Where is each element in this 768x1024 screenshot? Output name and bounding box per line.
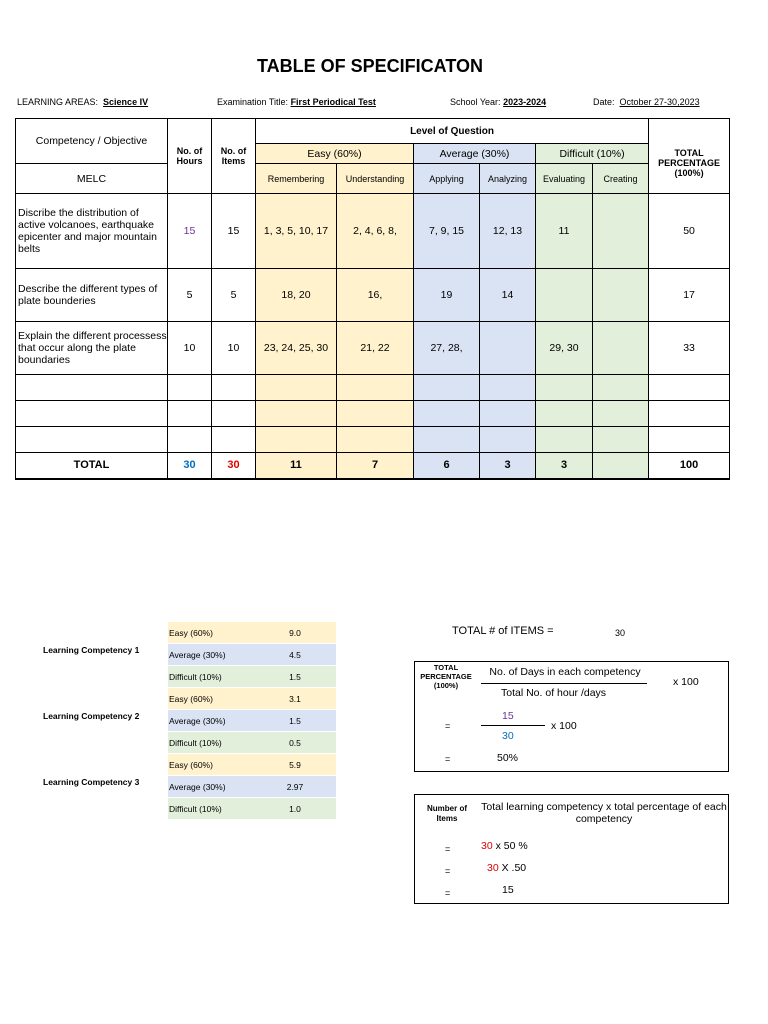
distribution-row: Difficult (10%) 1.5 (168, 666, 336, 688)
competency-label: Learning Competency 2 (43, 711, 140, 721)
empty-row (16, 427, 730, 453)
understanding-cell: 16, (337, 269, 414, 322)
fraction-line (481, 725, 545, 726)
empty-row (16, 375, 730, 401)
total-label: TOTAL (16, 453, 168, 479)
applying-cell: 19 (414, 269, 480, 322)
formula-result: 50% (497, 752, 519, 764)
applying-cell: 7, 9, 15 (414, 194, 480, 269)
total-percentage-cell: 33 (649, 322, 730, 375)
remembering-cell: 23, 24, 25, 30 (256, 322, 337, 375)
total-percentage-cell: 17 (649, 269, 730, 322)
header-average: Average (30%) (414, 144, 536, 164)
formula-line: 30 X .50 (487, 862, 527, 874)
total-percentage-cell: 50 (649, 194, 730, 269)
formula-expression: Total learning competency x total percentage of each competency (481, 801, 727, 825)
understanding-cell: 21, 22 (337, 322, 414, 375)
page-title: TABLE OF SPECIFICATON (256, 56, 483, 76)
items-cell: 10 (212, 322, 256, 375)
distribution-row: Easy (60%) 9.0 (168, 622, 336, 644)
items-formula-box (414, 794, 729, 904)
specification-table (15, 118, 730, 480)
header-applying: Applying (414, 164, 480, 194)
learning-areas: LEARNING AREAS: Science IV (17, 97, 149, 107)
table-row (16, 194, 730, 269)
evaluating-cell: 11 (536, 194, 593, 269)
exam-title-value: First Periodical Test (290, 97, 376, 107)
equals-sign: = (445, 866, 451, 876)
distribution-row: Difficult (10%) 1.0 (168, 798, 336, 820)
empty-row (16, 401, 730, 427)
distribution-row: Average (30%) 1.5 (168, 710, 336, 732)
numerator-value: 15 (502, 710, 514, 722)
formula-numerator: No. of Days in each competency (489, 666, 641, 678)
header-competency: Competency / Objective (16, 119, 168, 164)
equals-sign: = (445, 754, 451, 764)
distribution-row: Easy (60%) 5.9 (168, 754, 336, 776)
header-items: No. of Items (212, 119, 256, 194)
total-understanding: 7 (337, 453, 414, 479)
total-hours: 30 (168, 453, 212, 479)
remembering-cell: 1, 3, 5, 10, 17 (256, 194, 337, 269)
creating-cell (593, 194, 649, 269)
formula-times: x 100 (673, 676, 699, 688)
header-understanding: Understanding (337, 164, 414, 194)
exam-title: Examination Title: First Periodical Test (217, 97, 376, 107)
competency-label: Learning Competency 3 (43, 777, 140, 787)
competency-cell: Describe the different types of plate bounderies (16, 269, 168, 322)
creating-cell (593, 322, 649, 375)
competency-cell: Explain the different processess that occur along the plate boundaries (16, 322, 168, 375)
equals-sign: = (445, 844, 451, 854)
percentage-formula-box (414, 661, 729, 772)
formula-label: Number of Items (427, 804, 467, 823)
evaluating-cell (536, 269, 593, 322)
competency-cell: Discribe the distribution of active volcanoes, earthquake epicenter and major mountain belts (16, 194, 168, 269)
analyzing-cell (480, 322, 536, 375)
table-row (16, 269, 730, 322)
equals-sign: = (445, 888, 451, 898)
formula-result: 15 (502, 884, 514, 896)
analyzing-cell: 14 (480, 269, 536, 322)
header-difficult: Difficult (10%) (536, 144, 649, 164)
total-items-label: TOTAL # of ITEMS = (452, 625, 554, 637)
evaluating-cell: 29, 30 (536, 322, 593, 375)
formula-denominator: Total No. of hour /days (501, 687, 607, 699)
school-year-value: 2023-2024 (503, 97, 547, 107)
table-row (16, 322, 730, 375)
total-evaluating: 3 (536, 453, 593, 479)
header-easy: Easy (60%) (256, 144, 414, 164)
total-items: 30 (212, 453, 256, 479)
header-analyzing: Analyzing (480, 164, 536, 194)
header-evaluating: Evaluating (536, 164, 593, 194)
header-hours: No. of Hours (168, 119, 212, 194)
understanding-cell: 2, 4, 6, 8, (337, 194, 414, 269)
header-remembering: Remembering (256, 164, 337, 194)
fraction-line (481, 683, 647, 684)
remembering-cell: 18, 20 (256, 269, 337, 322)
distribution-row: Average (30%) 4.5 (168, 644, 336, 666)
header-total-percentage: TOTAL PERCENTAGE (100%) (649, 119, 730, 194)
formula-label: TOTAL PERCENTAGE (100%) (420, 663, 472, 690)
header-creating: Creating (593, 164, 649, 194)
denominator-value: 30 (502, 730, 514, 742)
exam-date: Date: October 27-30,2023 (593, 97, 700, 107)
applying-cell: 27, 28, (414, 322, 480, 375)
total-remembering: 11 (256, 453, 337, 479)
formula-line: 30 x 50 % (481, 840, 528, 852)
analyzing-cell: 12, 13 (480, 194, 536, 269)
distribution-row: Easy (60%) 3.1 (168, 688, 336, 710)
hours-cell: 5 (168, 269, 212, 322)
creating-cell (593, 269, 649, 322)
hours-cell: 15 (168, 194, 212, 269)
distribution-row: Difficult (10%) 0.5 (168, 732, 336, 754)
equals-sign: = (445, 721, 451, 731)
header-melc: MELC (16, 164, 168, 194)
total-analyzing: 3 (480, 453, 536, 479)
total-percentage: 100 (649, 453, 730, 479)
total-creating (593, 453, 649, 479)
school-year: School Year: 2023-2024 (450, 97, 547, 107)
competency-label: Learning Competency 1 (43, 645, 140, 655)
items-cell: 5 (212, 269, 256, 322)
items-cell: 15 (212, 194, 256, 269)
distribution-row: Average (30%) 2.97 (168, 776, 336, 798)
learning-areas-value: Science IV (103, 97, 149, 107)
total-applying: 6 (414, 453, 480, 479)
total-row (16, 453, 730, 479)
formula-times: x 100 (551, 720, 577, 732)
header-level: Level of Question (256, 119, 649, 144)
exam-date-value: October 27-30,2023 (619, 97, 700, 107)
total-items-value: 30 (615, 628, 626, 638)
hours-cell: 10 (168, 322, 212, 375)
